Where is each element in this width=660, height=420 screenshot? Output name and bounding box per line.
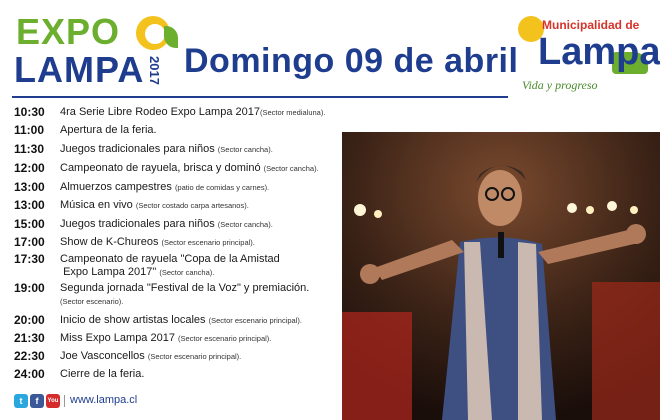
twitter-icon[interactable]: t xyxy=(14,394,28,408)
schedule-event: Joe Vasconcellos (Sector escenario principal). xyxy=(60,350,242,362)
schedule-event: Campeonato de rayuela "Copa de la Amistad Expo Lampa 2017" (Sector cancha). xyxy=(60,253,280,278)
expo-lampa-logo xyxy=(10,8,178,96)
schedule-event: Miss Expo Lampa 2017 (Sector escenario principal). xyxy=(60,332,272,344)
logo-lampa-text: LAMPA xyxy=(14,49,145,90)
schedule-event: Música en vivo (Sector costado carpa artesanos). xyxy=(60,199,249,211)
logo-year-text: 2017 xyxy=(147,56,162,85)
municipal-top-text: Municipalidad de xyxy=(542,18,640,32)
schedule-time: 11:30 xyxy=(14,142,45,156)
schedule-event: Juegos tradicionales para niños (Sector cancha). xyxy=(60,143,273,155)
schedule-time: 22:30 xyxy=(14,349,45,363)
schedule-time: 24:00 xyxy=(14,367,45,381)
schedule-time: 20:00 xyxy=(14,313,45,327)
municipal-name: Lampa xyxy=(538,31,660,73)
footer-divider xyxy=(64,395,65,407)
schedule-event: Segunda jornada "Festival de la Voz" y premiación. (Sector escenario). xyxy=(60,282,310,306)
schedule-time: 12:00 xyxy=(14,161,45,175)
schedule-time: 19:00 xyxy=(14,281,45,295)
title-underline xyxy=(12,96,508,98)
logo-expo-text: EXPO xyxy=(16,11,121,52)
schedule-event: Cierre de la feria. xyxy=(60,368,145,380)
schedule-event: Inicio de show artistas locales (Sector escenario principal). xyxy=(60,314,302,326)
leaf-icon xyxy=(164,26,178,48)
performer-photo xyxy=(342,132,660,420)
schedule-time: 21:30 xyxy=(14,331,45,345)
schedule-event: Show de K-Chureos (Sector escenario principal). xyxy=(60,236,255,248)
schedule-time: 13:00 xyxy=(14,180,45,194)
schedule-time: 10:30 xyxy=(14,105,45,119)
municipal-tagline: Vida y progreso xyxy=(522,78,598,92)
municipalidad-logo xyxy=(512,10,658,96)
performer-illustration xyxy=(342,132,660,420)
schedule-time: 13:00 xyxy=(14,198,45,212)
schedule-time: 15:00 xyxy=(14,217,45,231)
schedule-time: 17:00 xyxy=(14,235,45,249)
schedule-event: Juegos tradicionales para niños (Sector cancha). xyxy=(60,218,273,230)
schedule-event: Almuerzos campestres (patio de comidas y carnes). xyxy=(60,181,270,193)
schedule-event: 4ra Serie Libre Rodeo Expo Lampa 2017(Sector medialuna). xyxy=(60,106,326,118)
facebook-icon[interactable]: f xyxy=(30,394,44,408)
website-link[interactable]: www.lampa.cl xyxy=(70,394,138,406)
schedule-time: 11:00 xyxy=(14,123,45,137)
schedule-time: 17:30 xyxy=(14,252,45,266)
youtube-icon[interactable]: You xyxy=(46,394,60,408)
page-title: Domingo 09 de abril xyxy=(184,42,519,80)
schedule-event: Campeonato de rayuela, brisca y dominó (Sector cancha). xyxy=(60,162,319,174)
schedule-event: Apertura de la feria. xyxy=(60,124,157,136)
